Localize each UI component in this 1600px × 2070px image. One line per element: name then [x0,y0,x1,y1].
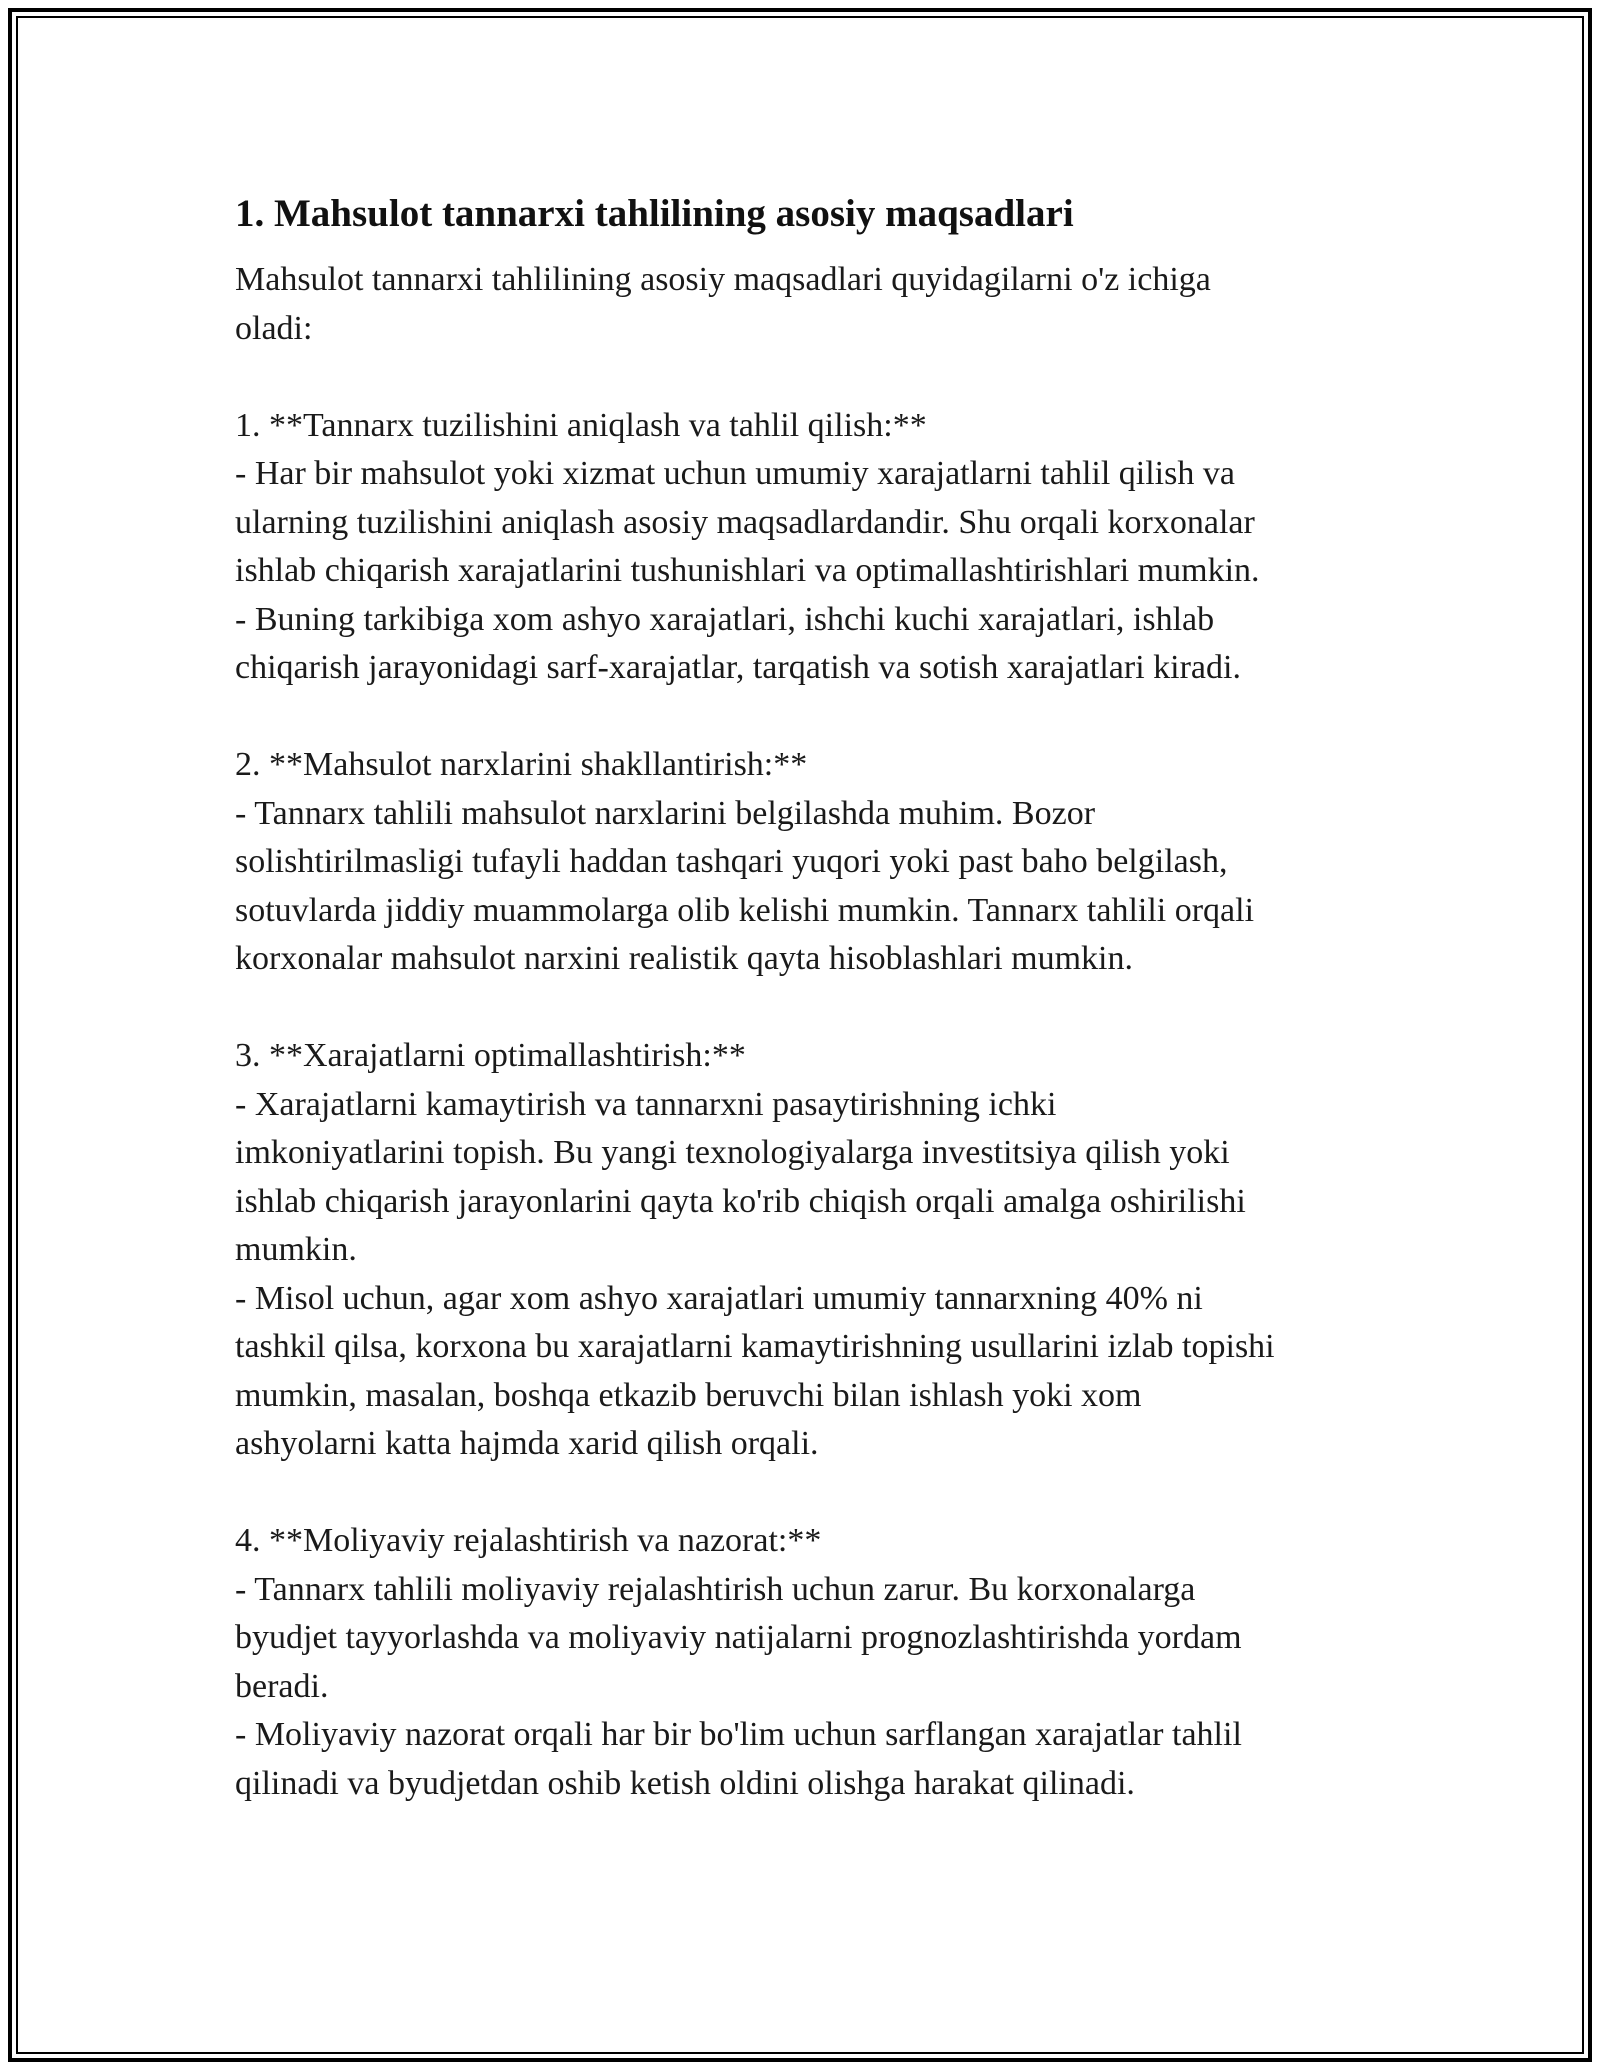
section-heading: 1. **Tannarx tuzilishini aniqlash va tahlil qilish:** [235,406,927,444]
document-title: 1. Mahsulot tannarxi tahlilining asosiy maqsadlari [235,192,1074,235]
section-paragraph: - Tannarx tahlili moliyaviy rejalashtirish uchun zarur. Bu korxonalarga byudjet tayyorlashda va moliyaviy natijalarni prognozlashtirishda yordam beradi. [235,1570,1242,1705]
section-3 [235,1032,1375,1469]
section-2 [235,741,1375,984]
section-heading: 3. **Xarajatlarni optimallashtirish:** [235,1037,746,1074]
document-body [235,184,1375,1808]
section-1 [235,402,1375,693]
section-heading: 2. **Mahsulot narxlarini shakllantirish:** [235,746,808,783]
section-paragraph: - Xarajatlarni kamaytirish va tannarxni pasaytirishning ichki imkoniyatlarini topish. Bu yangi texnologiyalarga investitsiya qilish yoki ishlab chiqarish jarayonlarini qayta ko'rib chiqish orqali amalga oshirilishi mumkin. [235,1085,1246,1268]
section-4 [235,1517,1375,1808]
intro-paragraph: Mahsulot tannarxi tahlilining asosiy maqsadlari quyidagilarni o'z ichiga oladi: [235,261,1211,347]
section-paragraph: - Tannarx tahlili mahsulot narxlarini belgilashda muhim. Bozor solishtirilmasligi tufayli haddan tashqari yuqori yoki past baho belgilash, sotuvlarda jiddiy muammolarga olib kelishi mumkin. Tannarx tahlili orqali korxonalar mahsulot narxini realistik qayta hisoblashlari mumkin. [235,794,1255,977]
section-paragraph: - Misol uchun, agar xom ashyo xarajatlari umumiy tannarxning 40% ni tashkil qilsa, korxona bu xarajatlarni kamaytirishning usullarini izlab topishi mumkin, masalan, boshqa etkazib beruvchi bilan ishlash yoki xom ashyolarni katta hajmda xarid qilish orqali. [235,1279,1275,1462]
section-paragraph: - Buning tarkibiga xom ashyo xarajatlari, ishchi kuchi xarajatlari, ishlab chiqarish jarayonidagi sarf-xarajatlar, tarqatish va sotish xarajatlari kiradi. [235,600,1241,686]
section-heading: 4. **Moliyaviy rejalashtirish va nazorat:** [235,1522,822,1559]
section-paragraph: - Har bir mahsulot yoki xizmat uchun umumiy xarajatlarni tahlil qilish va ularning tuzilishini aniqlash asosiy maqsadlardandir. Shu orqali korxonalar ishlab chiqarish xarajatlarini tushunishlari va optimallashtirishlari mumkin. [235,455,1260,589]
section-paragraph: - Moliyaviy nazorat orqali har bir bo'lim uchun sarflangan xarajatlar tahlil qilinadi va byudjetdan oshib ketish oldini olishga harakat qilinadi. [235,1716,1242,1802]
